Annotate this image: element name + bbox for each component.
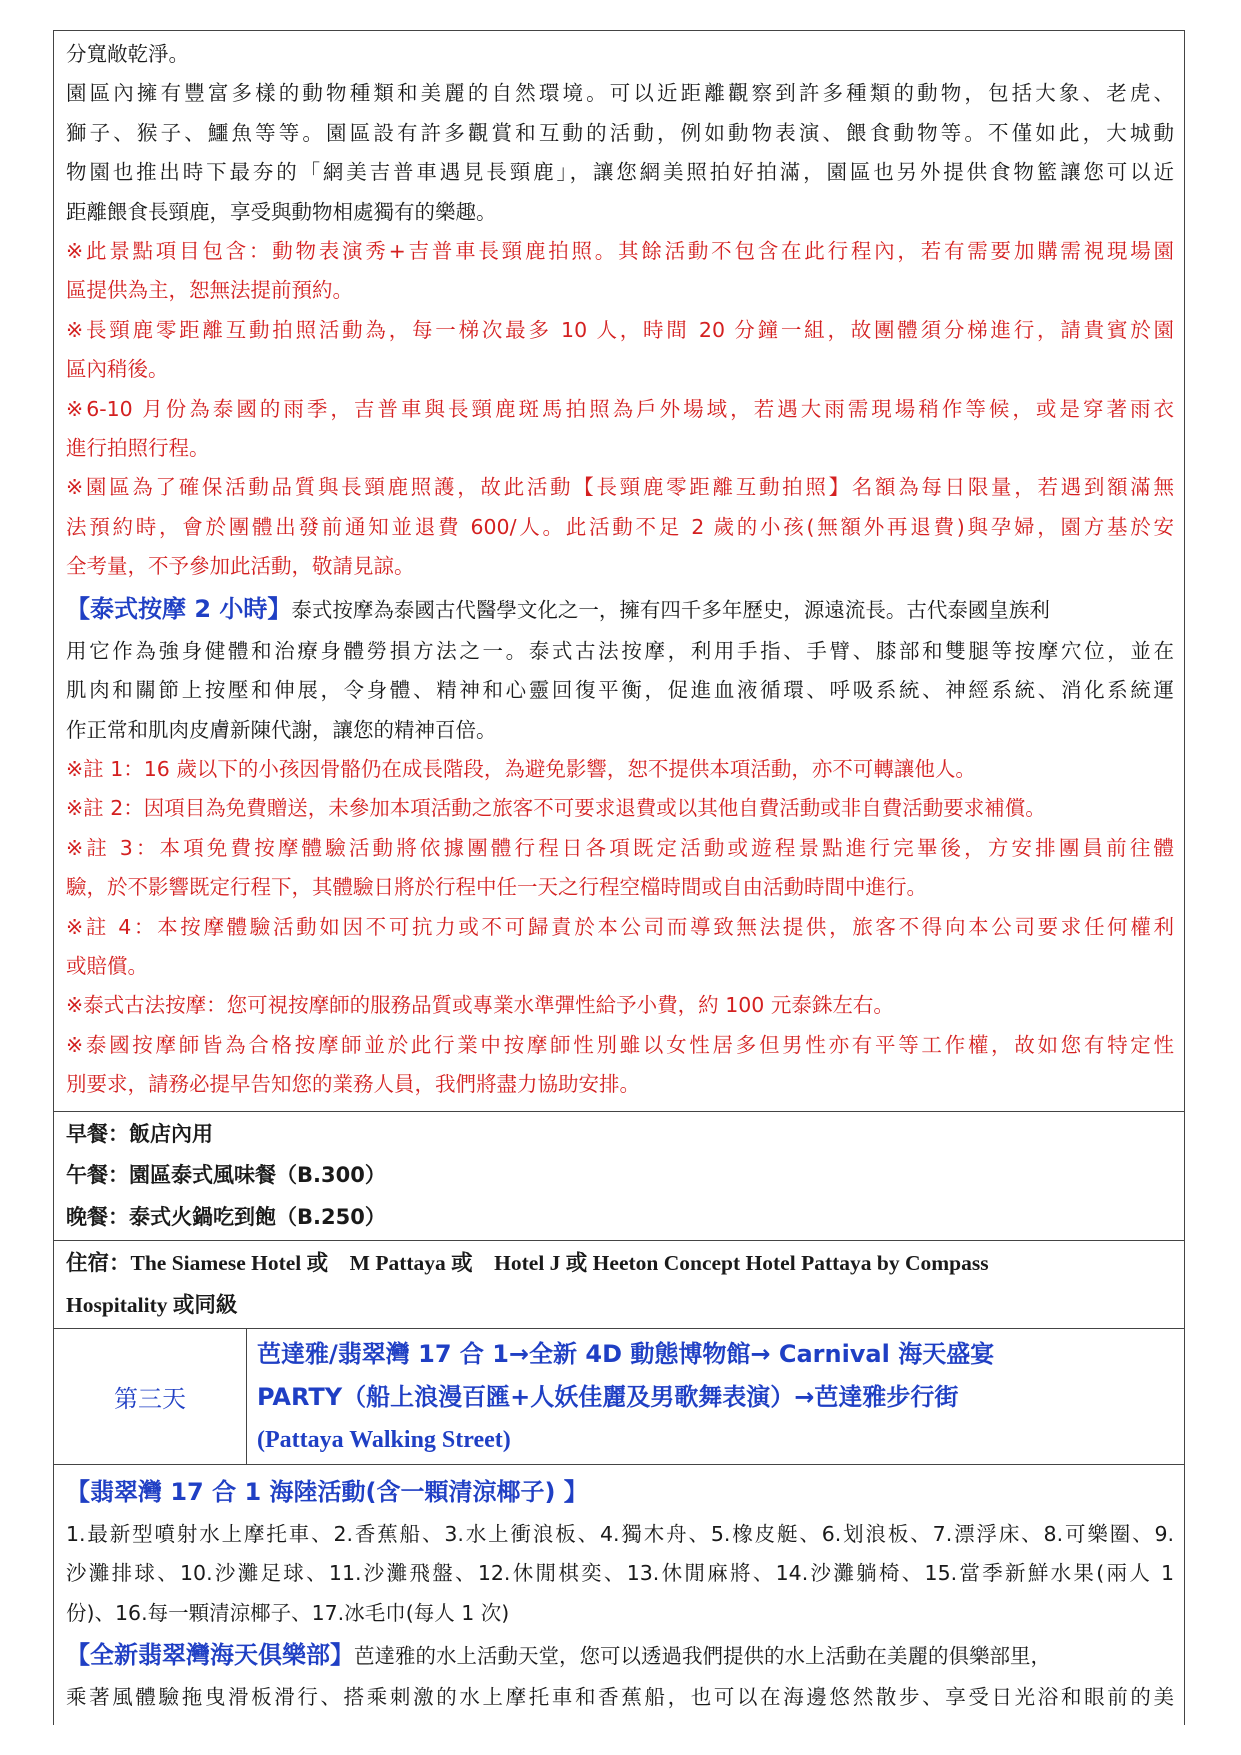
zoo-note-line: 法預約時，會於團體出發前通知並退費 600/人。此活動不足 2 歲的小孩(無額外再退費)與孕婦，園方基於安 [66,514,1174,539]
hotel-cell [53,1241,1185,1329]
itinerary-table [53,30,1185,1725]
massage-first-line: 泰式按摩為泰國古代醫學文化之一，擁有四千多年歷史，源遠流長。古代泰國皇族利 [291,597,1050,622]
zoo-note-line: ※此景點項目包含：動物表演秀+吉普車長頸鹿拍照。其餘活動不包含在此行程內，若有需要加購需視現場園 [66,239,1174,264]
day3-label: 第三天 [54,1329,247,1464]
massage-note-line: 別要求，請務必提早告知您的業務人員，我們將盡力協助安排。 [66,1072,640,1097]
club-first-line: 芭達雅的水上活動天堂，您可以透過我們提供的水上活動在美麗的俱樂部里， [354,1644,1051,1669]
day3-title-line: 芭達雅/翡翠灣 17 合 1→全新 4D 動態博物館→ Carnival 海天盛宴 [257,1340,995,1369]
zoo-note-line: 全考量，不予參加此活動，敬請見諒。 [66,554,415,579]
massage-para-line: 作正常和肌肉皮膚新陳代謝，讓您的精神百倍。 [66,717,497,742]
hotel-line: 住宿：The Siamese Hotel 或 M Pattaya 或 Hotel J 或 Heeton Concept Hotel Pattaya by Compass [66,1251,989,1276]
zoo-note-line: 區提供為主，恕無法提前預約。 [66,278,353,303]
zoo-note-line: ※6-10 月份為泰國的雨季，吉普車與長頸鹿斑馬拍照為戶外場域，若遇大雨需現場稍作等候，或是穿著雨衣 [66,396,1174,421]
massage-note-line: ※泰國按摩師皆為合格按摩師並於此行業中按摩師性別雖以女性居多但男性亦有平等工作權，故如您有特定性 [66,1032,1174,1057]
massage-note-line: ※註 4：本按摩體驗活動如因不可抗力或不可歸責於本公司而導致無法提供，旅客不得向本公司要求任何權利 [66,914,1174,939]
massage-note-line: ※註 2：因項目為免費贈送，未參加本項活動之旅客不可要求退費或以其他自費活動或非自費活動要求補償。 [66,796,1046,821]
dinner-line: 晚餐：泰式火鍋吃到飽（B.250） [66,1204,386,1229]
massage-title: 【泰式按摩 2 小時】 [66,594,292,623]
meals-cell [53,1112,1185,1242]
zoo-note-line: ※長頸鹿零距離互動拍照活動為，每一梯次最多 10 人，時間 20 分鐘一組，故團體須分梯進行，請貴賓於園 [66,317,1174,342]
zoo-note-line: 進行拍照行程。 [66,436,210,461]
massage-heading-line [66,587,1174,632]
day3-title [247,1329,1184,1464]
intro-line: 分寬敞乾淨。 [66,42,189,66]
intro-para-line: 物園也推出時下最夯的「網美吉普車遇見長頸鹿」，讓您網美照拍好拍滿，園區也另外提供食物籃讓您可以近 [66,160,1174,185]
day3-title-line: PARTY（船上浪漫百匯+人妖佳麗及男歌舞表演）→芭達雅步行街 [257,1383,959,1412]
lunch-line: 午餐：園區泰式風味餐（B.300） [66,1163,386,1188]
hotel-line: Hospitality 或同級 [66,1292,238,1317]
club-title: 【全新翡翠灣海天俱樂部】 [66,1641,354,1670]
massage-note-line: 驗，於不影響既定行程下，其體驗日將於行程中任一天之行程空檔時間或自由活動時間中進行。 [66,875,927,900]
day3-description-cell [53,1465,1185,1725]
breakfast-line: 早餐：飯店內用 [66,1121,213,1146]
zoo-note-line: 區內稍後。 [66,357,169,382]
massage-para-line: 用它作為強身健體和治療身體勞損方法之一。泰式古法按摩，利用手指、手臂、膝部和雙腿等按摩穴位，並在 [66,638,1174,663]
zoo-note-line: ※園區為了確保活動品質與長頸鹿照護，故此活動【長頸鹿零距離互動拍照】名額為每日限量，若遇到額滿無 [66,475,1174,500]
massage-para-line: 肌肉和關節上按壓和伸展，令身體、精神和心靈回復平衡，促進血液循環、呼吸系統、神經系統、消化系統運 [66,678,1174,703]
day3-header-row [53,1329,1185,1465]
club-heading-line [66,1633,1174,1678]
massage-note-line: ※泰式古法按摩：您可視按摩師的服務品質或專業水準彈性給予小費，約 100 元泰銖左右。 [66,993,894,1018]
intro-para-line: 獅子、猴子、鱷魚等等。園區設有許多觀賞和互動的活動，例如動物表演、餵食動物等。不僅如此，大城動 [66,120,1174,145]
intro-para-line: 園區內擁有豐富多樣的動物種類和美麗的自然環境。可以近距離觀察到許多種類的動物，包括大象、老虎、 [66,81,1174,106]
emerald-line: 份)、16.每一顆清涼椰子、17.冰毛巾(每人 1 次) [66,1600,510,1625]
massage-note-line: 或賠償。 [66,953,148,978]
emerald-line: 1.最新型噴射水上摩托車、2.香蕉船、3.水上衝浪板、4.獨木舟、5.橡皮艇、6.划浪板、7.漂浮床、8.可樂圈、9. [66,1522,1174,1547]
activity-description-cell [53,30,1185,1112]
massage-note-line: ※註 1：16 歲以下的小孩因骨骼仍在成長階段，為避免影響，恕不提供本項活動，亦不可轉讓他人。 [66,756,976,781]
emerald-line: 沙灘排球、10.沙灘足球、11.沙灘飛盤、12.休閒棋奕、13.休閒麻將、14.沙灘躺椅、15.當季新鮮水果(兩人 1 [66,1561,1174,1586]
emerald-title: 【翡翠灣 17 合 1 海陸活動(含一顆清涼椰子) 】 [66,1478,588,1507]
club-line: 乘著風體驗拖曳滑板滑行、搭乘刺激的水上摩托車和香蕉船，也可以在海邊悠然散步、享受日光浴和眼前的美 [66,1685,1174,1710]
day3-title-line: (Pattaya Walking Street) [257,1427,511,1454]
intro-para-line: 距離餵食長頸鹿，享受與動物相處獨有的樂趣。 [66,199,497,224]
massage-note-line: ※註 3：本項免費按摩體驗活動將依據團體行程日各項既定活動或遊程景點進行完畢後，方安排團員前往體 [66,835,1174,860]
